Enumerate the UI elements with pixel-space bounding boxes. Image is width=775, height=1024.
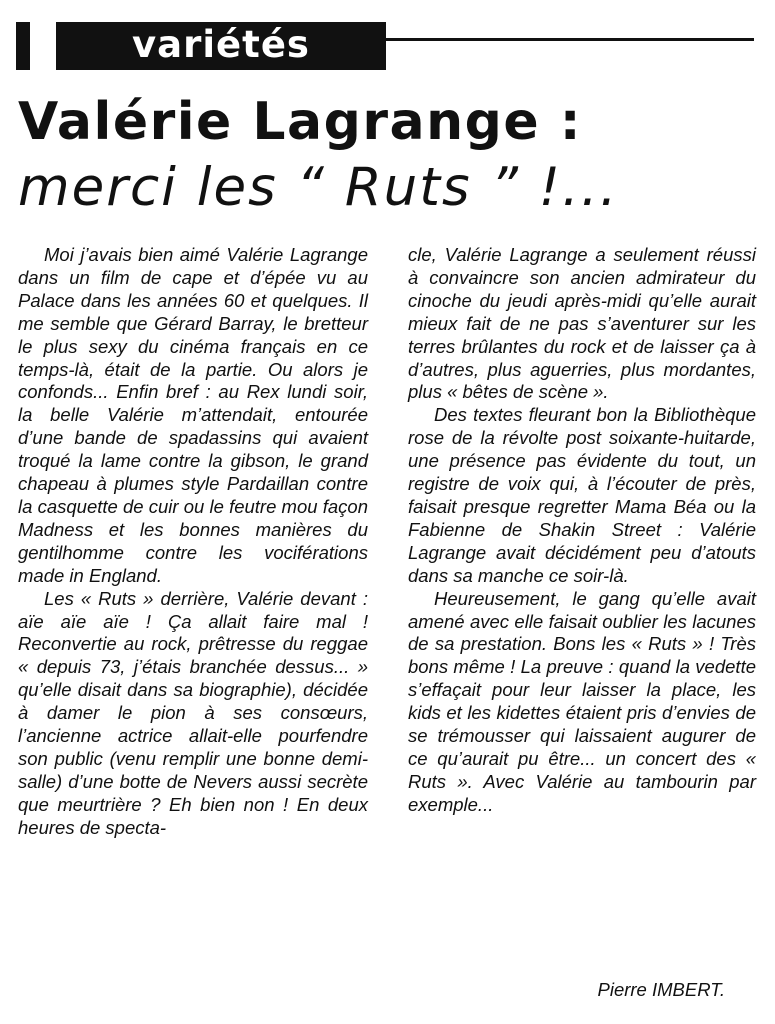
paragraph: Moi j’avais bien aimé Valérie Lagrange dans un film de cape et d’épée vu au Palace dans les années 60 et quelques. Il me semble que Gérard Barray, le bretteur le plus sexy du cinéma français en ce temps-là, était de la partie. Ou alors je confonds... Enfin bref : au Rex lundi soir, la belle Valérie m’attendait, entourée d’une bande de spadassins qui avaient troqué la lame contre la gibson, le grand chapeau à plumes style Pardaillan contre la casquette de cuir ou le feutre mou façon Madness et les bonnes manières du gentilhomme contre les vociférations made in England.	[18, 244, 368, 586]
paragraph: cle, Valérie Lagrange a seulement réussi à convaincre son ancien admirateur du cinoche du jeudi après-midi qu’elle aurait mieux fait de ne pas s’aventurer sur les terres brûlantes du rock et de laisser ça à d’autres, plus aguerries, plus mordantes, plus « bêtes de scène ».	[408, 244, 756, 403]
section-label: variétés	[56, 22, 386, 70]
article-subheadline: merci les “ Ruts ” !...	[18, 157, 619, 218]
rubric-rule	[374, 38, 754, 41]
article-column-right	[408, 244, 756, 817]
article-headline: Valérie Lagrange :	[18, 92, 583, 152]
rubric-bar-right	[362, 22, 374, 70]
rubric-bar-left	[16, 22, 30, 70]
article-column-left	[18, 244, 368, 840]
paragraph: Heureusement, le gang qu’elle avait amené avec elle faisait oublier les lacunes de sa prestation. Bons les « Ruts » ! Très bons même ! La preuve : quand la vedette s’effaçait pour leur laisser la place, les kids et les kidettes étaient pris d’envies de se trémousser qui laissaient augurer de ce qu’aurait pu être... un concert des « Ruts ». Avec Valérie au tambourin par exemple...	[408, 587, 756, 815]
paragraph: Les « Ruts » derrière, Valérie devant : aïe aïe aïe ! Ça allait faire mal ! Reconvertie au rock, prêtresse du reggae « depuis 73, j’étais branchée dessus... » qu’elle disait dans sa biographie), décidée à damer le pion à ses consœurs, l’ancienne actrice allait-elle pourfendre son public (venu remplir une bonne demi-salle) d’une botte de Nevers aussi secrète que meurtrière ? Eh bien non ! En deux heures de specta-	[18, 587, 368, 838]
author-signature: Pierre IMBERT.	[597, 979, 725, 1000]
paragraph: Des textes fleurant bon la Bibliothèque rose de la révolte post soixante-huitarde, une présence pas évidente du tout, un registre de voix qui, à l’écouter de près, faisait presque regretter Mama Béa ou la Fabienne de Shakin Street : Valérie Lagrange avait décidément peu d’atouts dans sa manche ce soir-là.	[408, 404, 756, 586]
section-rubric	[16, 20, 754, 72]
